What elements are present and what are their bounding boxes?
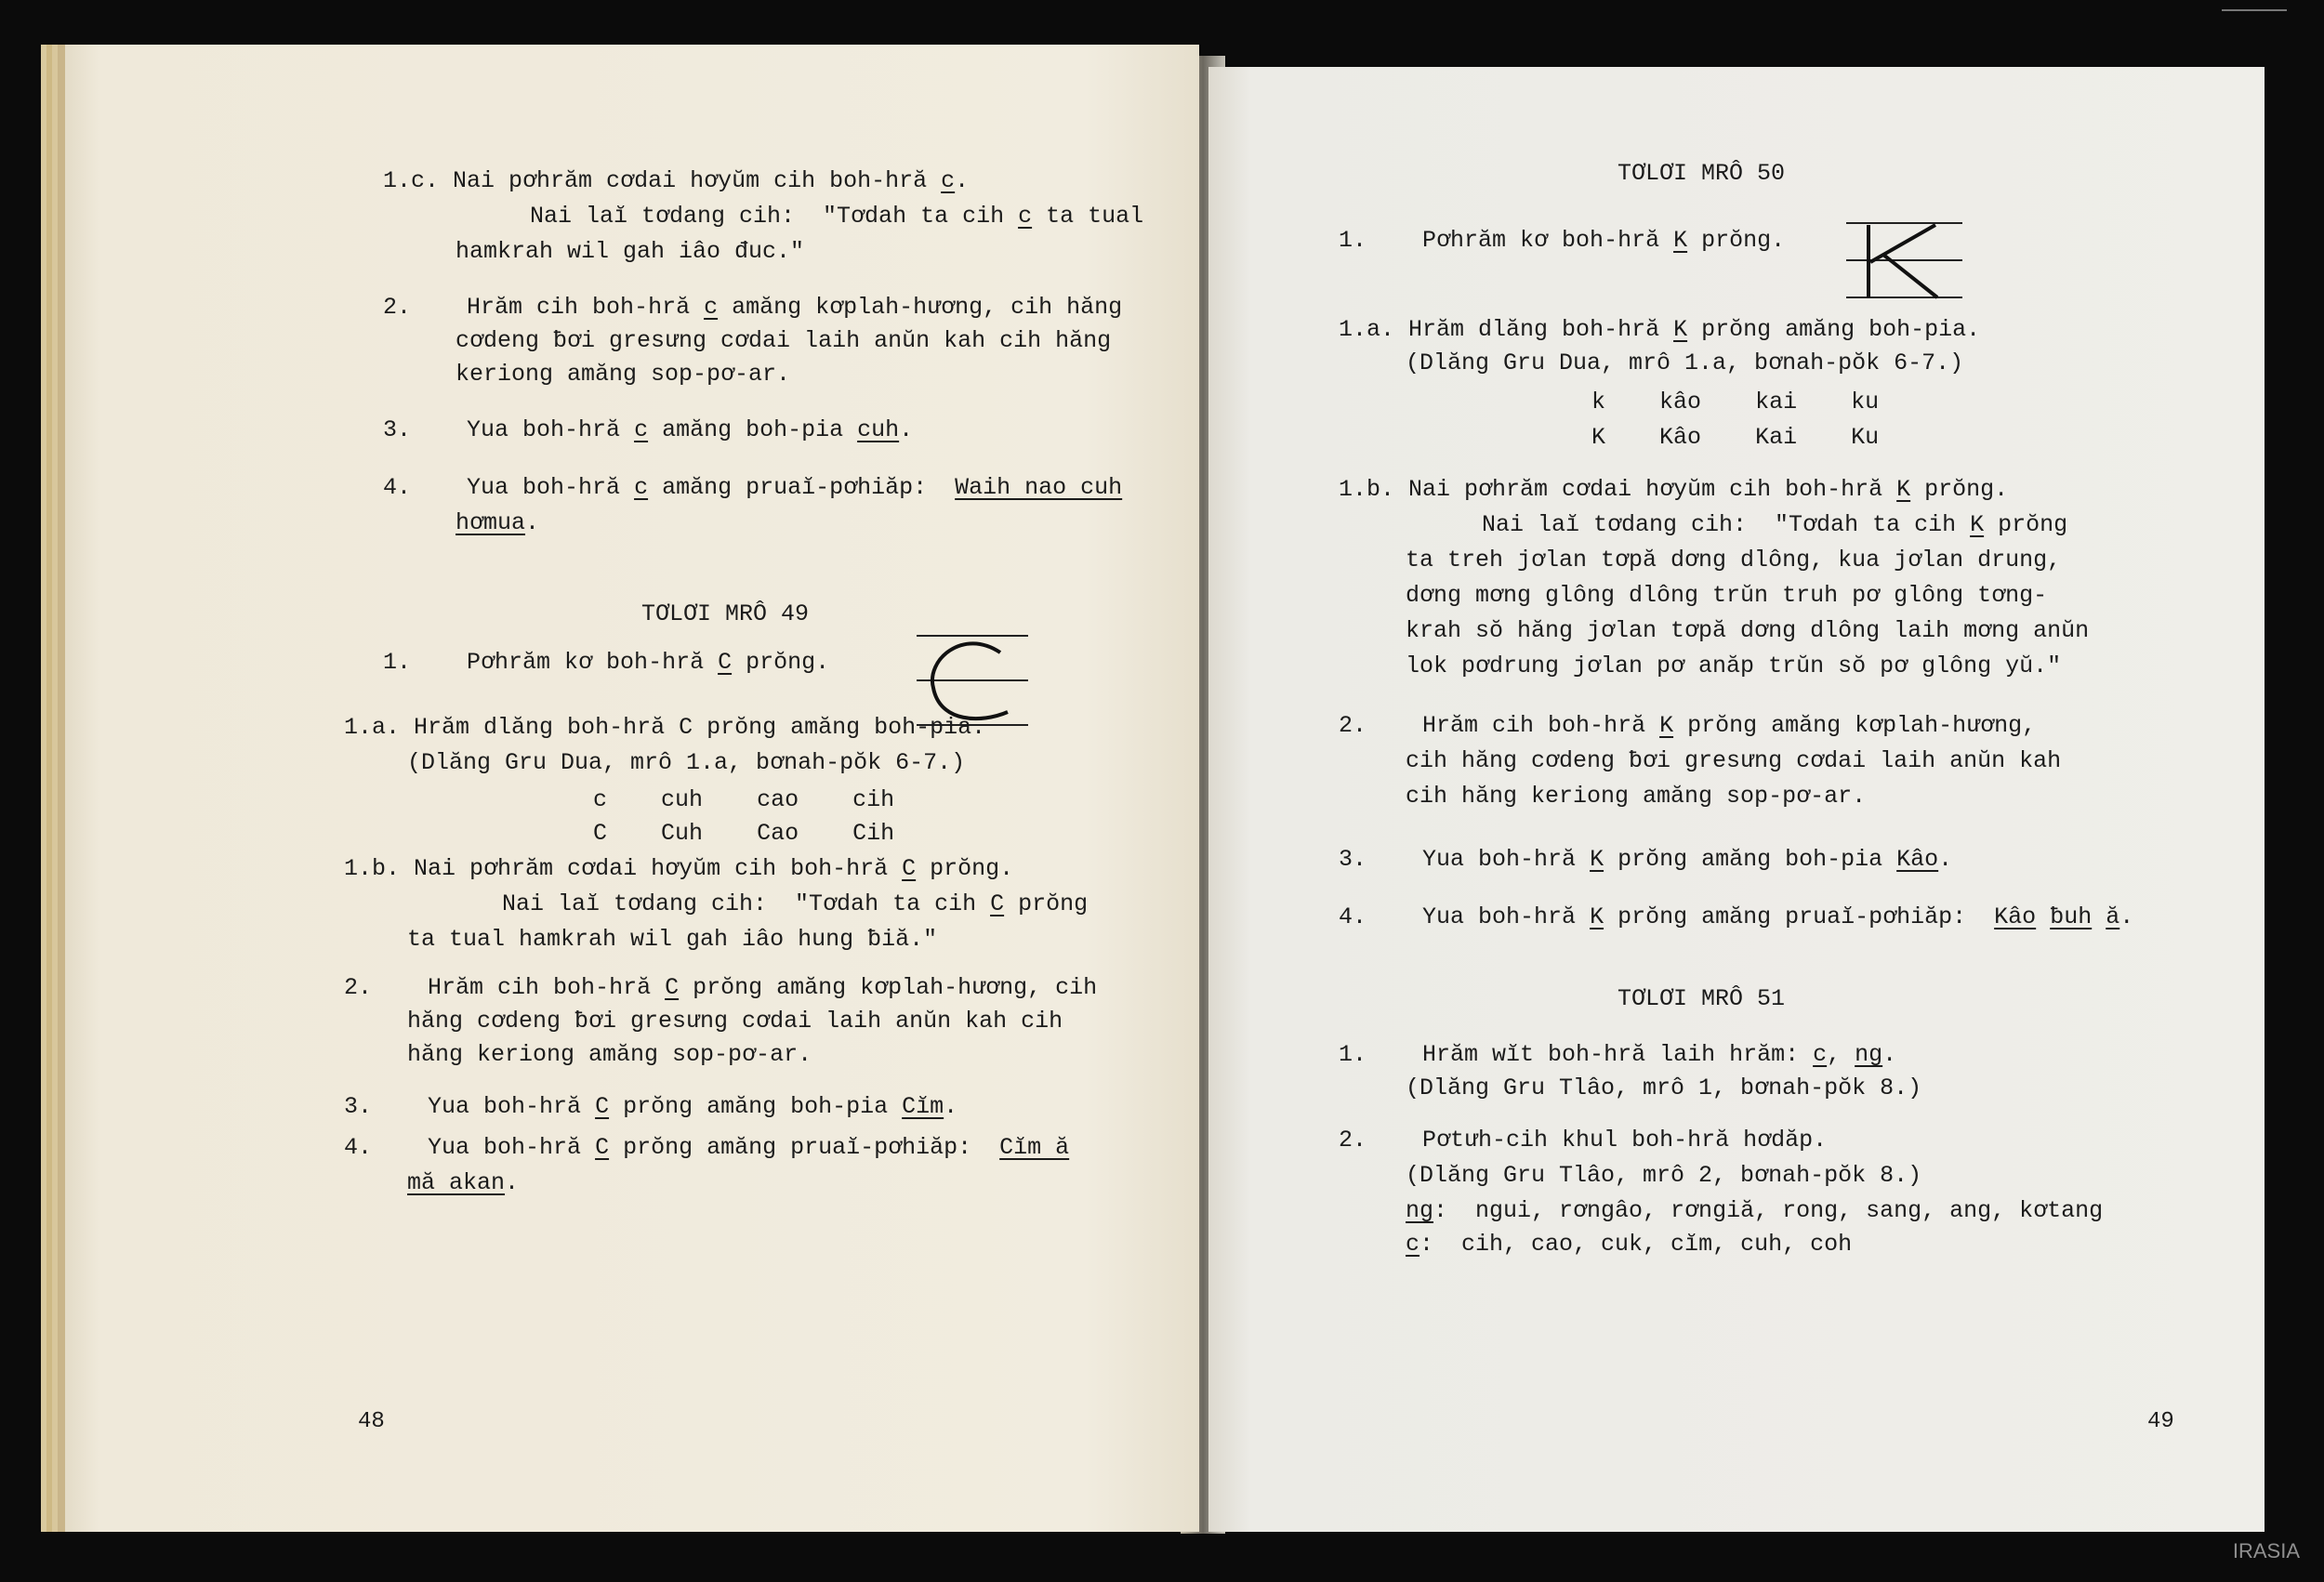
item-1c-line2: Nai laĭ tơdang cih: "Tơdah ta cih c ta tual	[530, 203, 1144, 230]
lesson-50-item-1a: 1.a. Hrăm dlăng boh-hră K prŏng amăng boh-pia.	[1339, 316, 1981, 343]
lesson-51-item-2: 2. Pơtưh-cih khul boh-hră hơdăp.	[1339, 1127, 1828, 1154]
lesson-50-item-3: 3. Yua boh-hră K prŏng amăng boh-pia Kâo.	[1339, 846, 1953, 873]
lesson-49-item-2-line2: hăng cơdeng ƀơi gresưng cơdai laih anŭn kah cih	[407, 1008, 1063, 1035]
lesson-49-title: TƠLƠI MRÔ 49	[641, 600, 810, 627]
item-2-line2: cơdeng ƀơi gresưng cơdai laih anŭn kah cih hăng	[456, 327, 1112, 354]
lesson-50-item-1b-line6: lok pơdrung jơlan pơ anăp trŭn sŏ pơ glông yŭ."	[1406, 653, 2062, 679]
item-1c-line3: hamkrah wil gah iâo đuc."	[456, 238, 805, 265]
lesson-50-item-4: 4. Yua boh-hră K prŏng amăng pruaĭ-pơhiăp: Kâo ƀuh ă.	[1339, 903, 2134, 930]
item-4-line2: hơmua.	[456, 509, 540, 536]
lesson-50-item-1a-ref: (Dlăng Gru Dua, mrô 1.a, bơnah-pŏk 6-7.)	[1406, 349, 1964, 376]
item-3: 3. Yua boh-hră c amăng boh-pia cuh.	[383, 416, 914, 443]
lesson-50-item-1b-line4: dơng mơng glông dlông trŭn truh pơ glông tơng-	[1406, 582, 2048, 609]
lesson-49-item-3: 3. Yua boh-hră C prŏng amăng boh-pia Cĭm.	[344, 1093, 958, 1120]
lesson-50-item-2-line2: cih hăng cơdeng ƀơi gresưng cơdai laih anŭn kah	[1406, 747, 2062, 774]
page-number-right: 49	[2147, 1409, 2174, 1434]
item-2: 2. Hrăm cih boh-hră c amăng kơplah-hương, cih hăng	[383, 294, 1123, 321]
lesson-49-item-4-line2: mă akan.	[407, 1169, 520, 1196]
lesson-49-item-1: 1. Pơhrăm kơ boh-hră C prŏng.	[383, 649, 830, 676]
lesson-49-item-1b-line2: Nai laĭ tơdang cih: "Tơdah ta cih C prŏng	[502, 890, 1089, 917]
lesson-49-item-1a-ref: (Dlăng Gru Dua, mrô 1.a, bơnah-pŏk 6-7.)	[407, 749, 966, 776]
lesson-51-ng-words: ng: ngui, rơngâo, rơngiă, rong, sang, ang, kơtang	[1406, 1197, 2104, 1224]
item-2-line3: keriong amăng sop-pơ-ar.	[456, 361, 791, 388]
lesson-50-item-1b-line2: Nai laĭ tơdang cih: "Tơdah ta cih K prŏng	[1482, 511, 2068, 538]
examples-k-lowercase: k kâo kai ku	[1591, 389, 1880, 415]
examples-lowercase: c cuh cao cih	[593, 786, 895, 813]
watermark: IRASIA	[2232, 1539, 2300, 1562]
examples-k-uppercase: K Kâo Kai Ku	[1591, 424, 1880, 451]
right-page	[1208, 67, 2265, 1532]
lesson-51-item-1: 1. Hrăm wĭt boh-hră laih hrăm: c, ng.	[1339, 1041, 1897, 1068]
lesson-51-title: TƠLƠI MRÔ 51	[1618, 985, 1786, 1012]
page-number-left: 48	[358, 1409, 385, 1434]
lesson-50-item-2-line3: cih hăng keriong amăng sop-pơ-ar.	[1406, 783, 1867, 810]
lesson-49-item-4: 4. Yua boh-hră C prŏng amăng pruaĭ-pơhiăp: Cĭm ă	[344, 1134, 1070, 1161]
lesson-51-item-2-ref: (Dlăng Gru Tlâo, mrô 2, bơnah-pŏk 8.)	[1406, 1162, 1922, 1189]
lesson-49-item-1a: 1.a. Hrăm dlăng boh-hră C prŏng amăng boh-pia.	[344, 714, 986, 741]
lesson-49-item-1b: 1.b. Nai pơhrăm cơdai hơyŭm cih boh-hră C prŏng.	[344, 855, 1014, 882]
lesson-51-c-words: c: cih, cao, cuk, cĭm, cuh, coh	[1406, 1231, 1853, 1258]
examples-uppercase: C Cuh Cao Cih	[593, 820, 895, 847]
lesson-49-item-2: 2. Hrăm cih boh-hră C prŏng amăng kơplah-hương, cih	[344, 974, 1098, 1001]
lesson-50-title: TƠLƠI MRÔ 50	[1618, 160, 1786, 187]
item-4: 4. Yua boh-hră c amăng pruaĭ-pơhiăp: Waih nao cuh	[383, 474, 1123, 501]
lesson-50-item-2: 2. Hrăm cih boh-hră K prŏng amăng kơplah-hương,	[1339, 712, 2037, 739]
lesson-50-item-1b: 1.b. Nai pơhrăm cơdai hơyŭm cih boh-hră K prŏng.	[1339, 476, 2009, 503]
lesson-51-item-1-ref: (Dlăng Gru Tlâo, mrô 1, bơnah-pŏk 8.)	[1406, 1074, 1922, 1101]
lesson-49-item-2-line3: hăng keriong amăng sop-pơ-ar.	[407, 1041, 812, 1068]
lesson-50-item-1b-line3: ta treh jơlan tơpă dơng dlông, kua jơlan drung,	[1406, 547, 2062, 573]
letter-k-writing-guide	[1846, 219, 1967, 303]
lesson-50-item-1: 1. Pơhrăm kơ boh-hră K prŏng.	[1339, 227, 1786, 254]
lesson-49-item-1b-line3: ta tual hamkrah wil gah iâo hung ƀiă."	[407, 926, 938, 953]
corner-scan-mark	[2222, 0, 2287, 11]
item-1c: 1.c. Nai pơhrăm cơdai hơyŭm cih boh-hră c.	[383, 167, 970, 194]
lesson-50-item-1b-line5: krah sŏ hăng jơlan tơpă dơng dlông laih mơng anŭn	[1406, 617, 2090, 644]
left-page	[65, 45, 1199, 1532]
